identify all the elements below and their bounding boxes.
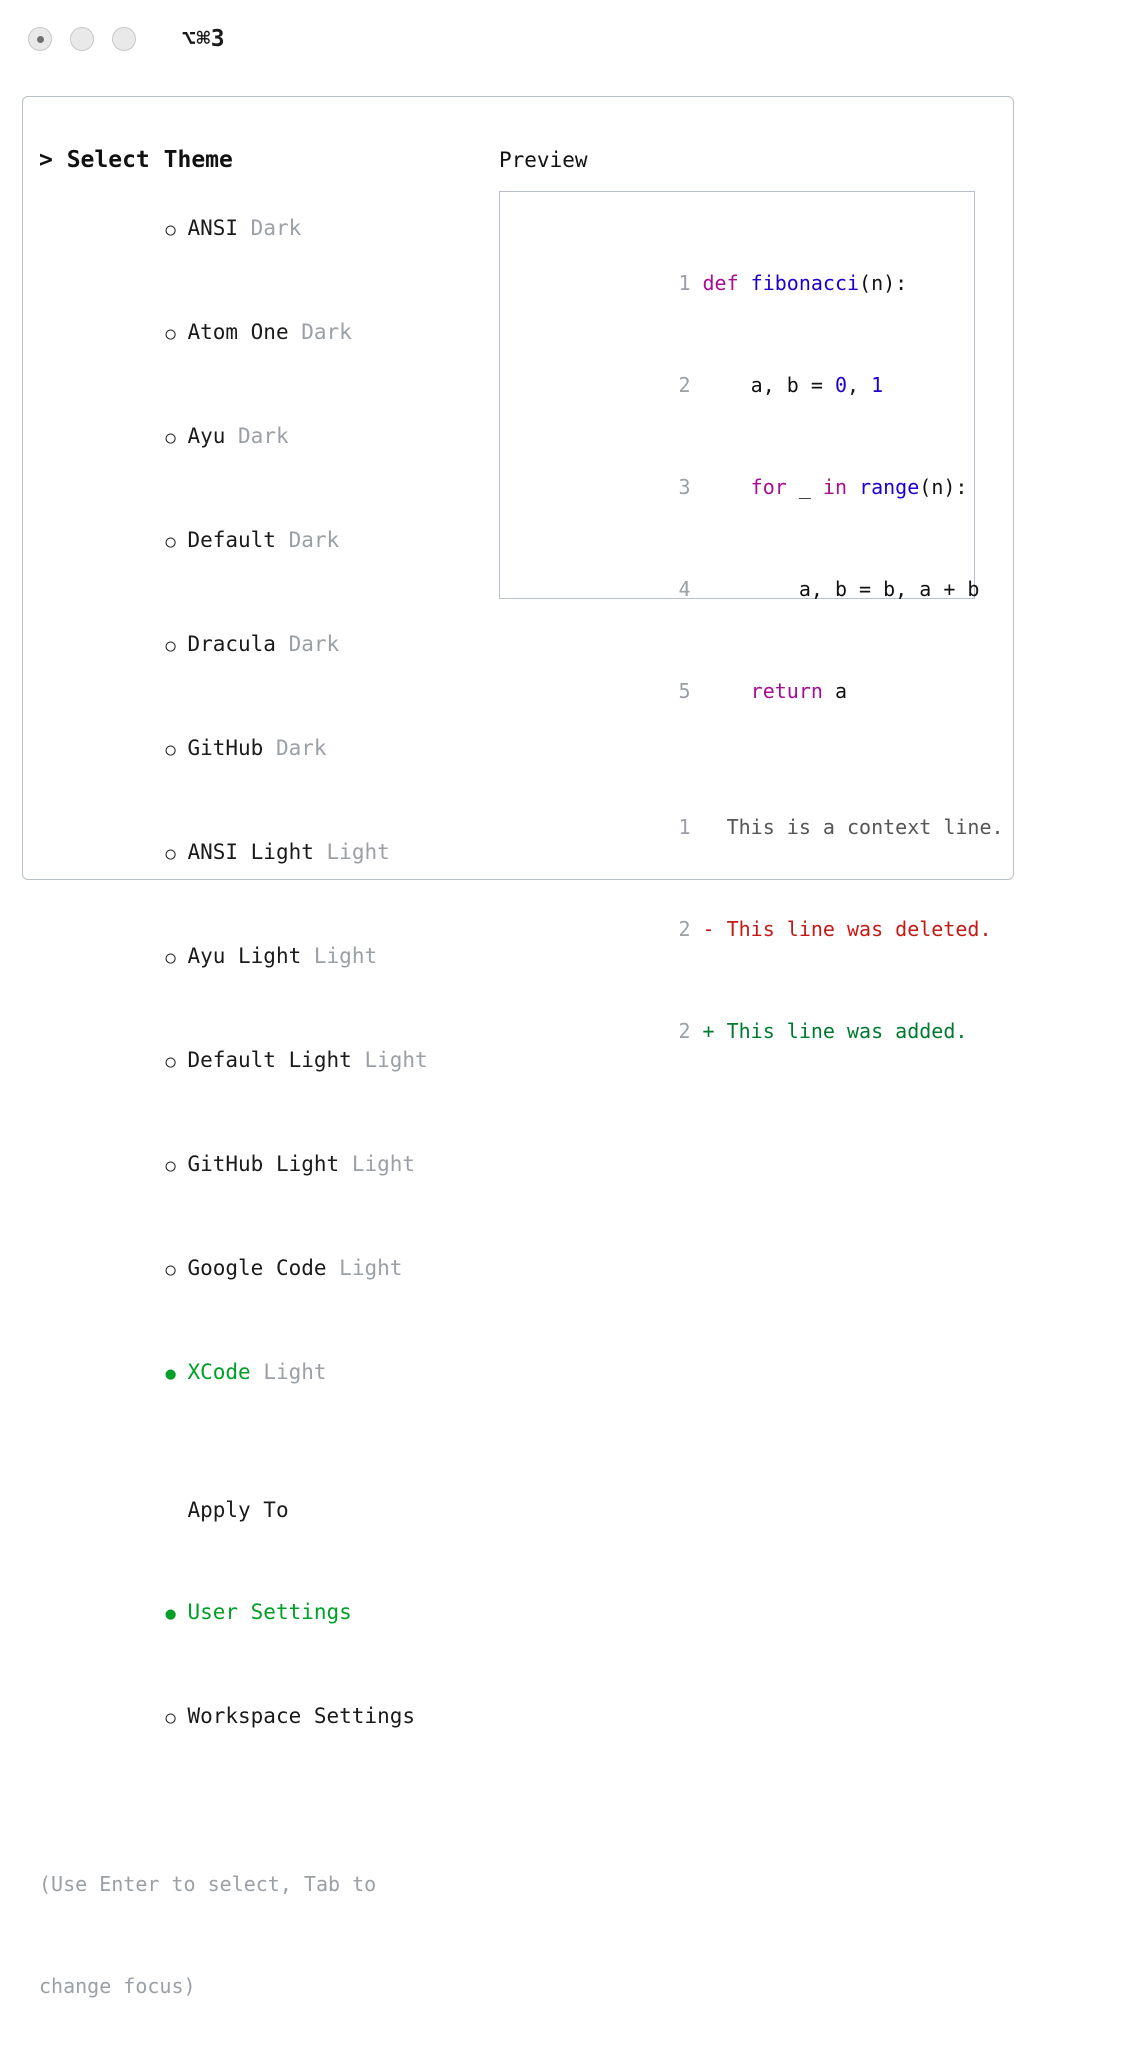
diff-line-deleted (518, 878, 992, 980)
theme-label: XCode (187, 1360, 251, 1384)
theme-variant-label: Light (263, 1360, 327, 1384)
radio-icon[interactable] (165, 523, 187, 559)
code-token (703, 679, 751, 703)
code-token: (n): (859, 271, 908, 295)
theme-variant-label: Light (313, 944, 378, 968)
line-number: 5 (678, 679, 691, 703)
keyboard-hint (39, 1799, 485, 2071)
code-token: 0 (834, 373, 847, 397)
theme-variant-label: Dark (275, 736, 327, 760)
theme-variant-label: Dark (301, 320, 352, 344)
preview-box (499, 191, 1004, 1043)
preview-heading: Preview (499, 148, 588, 172)
theme-variant-label: Light (326, 840, 390, 864)
theme-option-dracula[interactable] (39, 593, 485, 697)
line-number: 3 (678, 475, 691, 499)
theme-label: GitHub Light (187, 1152, 340, 1176)
hint-line-2: change focus) (39, 1974, 196, 1998)
theme-label: GitHub (187, 736, 264, 760)
line-number: 1 (678, 815, 691, 839)
radio-icon[interactable] (165, 211, 187, 247)
radio-icon[interactable] (165, 419, 187, 455)
diff-text: This line was deleted. (714, 917, 992, 941)
theme-label: Google Code (187, 1256, 327, 1280)
radio-icon[interactable] (165, 1251, 187, 1287)
code-line (518, 538, 980, 640)
radio-icon[interactable] (165, 1043, 187, 1079)
line-number: 1 (678, 271, 691, 295)
theme-option-github[interactable] (39, 697, 485, 801)
radio-icon[interactable] (165, 939, 187, 975)
theme-option-default-light[interactable] (39, 1009, 485, 1113)
line-number: 2 (678, 373, 691, 397)
diff-marker: - (702, 917, 715, 941)
theme-option-ayu[interactable] (39, 385, 485, 489)
code-line (518, 334, 974, 436)
code-token: a (822, 679, 848, 703)
code-line (518, 232, 974, 334)
code-token: , (847, 373, 872, 397)
theme-variant-label: Dark (250, 216, 302, 240)
hint-line-1: (Use Enter to select, Tab to (39, 1872, 377, 1896)
theme-label: Atom One (187, 320, 289, 344)
theme-list-column (23, 143, 485, 2071)
theme-option-atom-one[interactable] (39, 281, 485, 385)
line-number: 2 (678, 917, 691, 941)
theme-option-github-light[interactable] (39, 1113, 485, 1217)
diff-text: This line was added. (714, 1019, 968, 1043)
radio-icon[interactable] (165, 835, 187, 871)
window-minimize-dot[interactable] (70, 27, 94, 51)
theme-option-xcode[interactable] (39, 1321, 485, 1425)
diff-line-context (518, 776, 1004, 878)
preview-column (485, 143, 1013, 2071)
theme-variant-label: Light (364, 1048, 428, 1072)
blank-bullet-icon (165, 1493, 187, 1527)
radio-icon[interactable] (165, 731, 187, 767)
theme-variant-label: Dark (238, 424, 289, 448)
code-token (703, 475, 751, 499)
title-bar (0, 0, 1140, 78)
diff-line-added (518, 980, 974, 1082)
code-token: range (859, 475, 920, 499)
keyboard-shortcut-label: ⌥⌘3 (182, 26, 226, 52)
theme-label: Ayu Light (187, 944, 302, 968)
select-theme-heading: > Select Theme (39, 147, 233, 173)
theme-label: ANSI Light (187, 840, 314, 864)
diff-marker: + (702, 1019, 715, 1043)
theme-label: Ayu (187, 424, 226, 448)
code-line (518, 436, 974, 538)
code-token: _ (786, 475, 823, 499)
code-token: a, b = (702, 373, 835, 397)
line-number: 4 (678, 577, 691, 601)
theme-option-ansi[interactable] (39, 177, 485, 281)
diff-marker (703, 815, 715, 839)
code-token: in (822, 475, 848, 499)
line-number: 2 (678, 1019, 691, 1043)
code-token: fibonacci (750, 271, 860, 295)
theme-label: ANSI (187, 216, 239, 240)
code-token (847, 475, 859, 499)
apply-to-workspace-settings[interactable] (39, 1665, 485, 1769)
code-token: (n): (919, 475, 968, 499)
code-token: return (750, 679, 823, 703)
theme-option-ayu-light[interactable] (39, 905, 485, 1009)
window-maximize-dot[interactable] (112, 27, 136, 51)
diff-text: This is a context line. (714, 815, 1004, 839)
section-spacer (39, 1425, 485, 1459)
theme-variant (238, 216, 251, 240)
code-line (518, 640, 974, 742)
apply-to-option-label: User Settings (187, 1600, 352, 1624)
theme-label: Default Light (187, 1048, 352, 1072)
apply-to-heading (39, 1459, 485, 1561)
radio-selected-icon[interactable] (165, 1595, 187, 1631)
code-blank-line (518, 742, 974, 776)
code-token: for (750, 475, 787, 499)
theme-variant-label: Light (351, 1152, 416, 1176)
radio-icon[interactable] (165, 1147, 187, 1183)
radio-icon[interactable] (165, 627, 187, 663)
code-token: a, b = b, a + b (702, 577, 980, 601)
theme-option-google-code[interactable] (39, 1217, 485, 1321)
theme-variant-label: Dark (288, 528, 340, 552)
theme-variant-label: Light (339, 1256, 403, 1280)
window-close-dot[interactable] (28, 27, 52, 51)
apply-to-user-settings[interactable] (39, 1561, 485, 1665)
code-token: 1 (871, 373, 884, 397)
theme-label: Dracula (187, 632, 276, 656)
apply-to-option-label: Workspace Settings (187, 1704, 416, 1728)
radio-icon[interactable] (165, 315, 187, 351)
code-token: def (702, 271, 751, 295)
radio-selected-icon[interactable] (165, 1355, 187, 1391)
theme-option-ansi-light[interactable] (39, 801, 485, 905)
theme-label: Default (187, 528, 276, 552)
radio-icon[interactable] (165, 1699, 187, 1735)
theme-selector-panel (22, 96, 1014, 1998)
theme-variant-label: Dark (288, 632, 340, 656)
apply-to-label: Apply To (187, 1498, 289, 1522)
theme-option-default[interactable] (39, 489, 485, 593)
